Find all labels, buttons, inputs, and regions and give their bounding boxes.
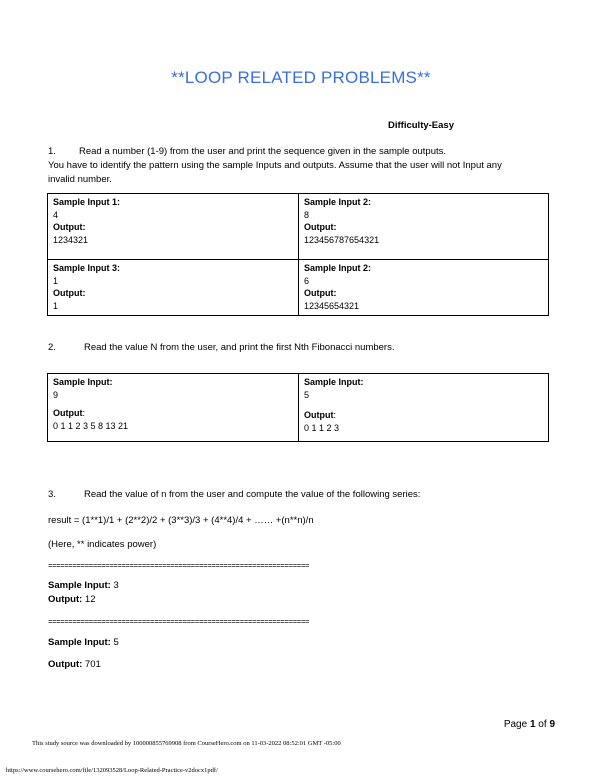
sample-input-label: Sample Input:	[53, 377, 113, 387]
output-value: 123456787654321	[304, 234, 380, 245]
sample-cell	[48, 194, 299, 260]
question-text-line2: You have to identify the pattern using the sample Inputs and outputs. Assume that the user will not Input any	[48, 160, 502, 171]
sample-1-output	[48, 594, 96, 605]
power-note: (Here, ** indicates power)	[48, 539, 157, 550]
sample-input-value: 8	[304, 209, 310, 220]
page-total: 9	[549, 719, 555, 730]
output-value: 12345654321	[304, 300, 360, 311]
output-label: Output:	[304, 222, 337, 232]
sample-input-label: Sample Input:	[304, 377, 364, 387]
table-row	[48, 374, 549, 442]
sample-input-value: 6	[304, 275, 310, 286]
question-text-line1: Read a number (1-9) from the user and print the sequence given in the sample outputs.	[79, 146, 447, 157]
sample-input-label: Sample Input 2:	[304, 263, 372, 273]
output-label: Output	[53, 408, 83, 418]
output-value: 0 1 1 2 3 5 8 13 21	[53, 420, 129, 431]
sample-input-value: 4	[53, 209, 59, 220]
page-title: **LOOP RELATED PROBLEMS**	[171, 68, 431, 87]
sample-1-input	[48, 580, 119, 591]
output-label: Output:	[304, 288, 337, 298]
sample-input-label: Sample Input 3:	[53, 263, 121, 273]
sample-input-label: Sample Input 1:	[53, 197, 121, 207]
sample-cell	[299, 194, 549, 260]
separator-line: ================================================================	[48, 617, 310, 626]
sample-cell	[48, 374, 299, 442]
output-value: 1234321	[53, 234, 89, 245]
sample-input-value: 5	[110, 637, 119, 648]
sample-input-value: 3	[110, 580, 119, 591]
sample-cell	[299, 374, 549, 442]
page-of: of	[535, 719, 550, 730]
sample-cell	[299, 260, 549, 316]
sample-cell	[48, 260, 299, 316]
output-label: Output	[304, 410, 334, 420]
page-prefix: Page	[503, 719, 530, 730]
q2-samples-table	[47, 373, 549, 442]
sample-input-label: Sample Input 2:	[304, 197, 372, 207]
table-row	[48, 194, 549, 260]
sample-input-value: 5	[304, 389, 310, 400]
output-label: Output:	[48, 659, 83, 670]
sample-input-label: Sample Input:	[48, 637, 111, 648]
output-label: Output:	[53, 288, 86, 298]
source-url: https://www.coursehero.com/file/132093528/Loop-Related-Practice-v2docx1pdf/	[6, 767, 218, 774]
question-number: 1.	[48, 146, 56, 157]
sample-input-value: 1	[53, 275, 59, 286]
question-text: Read the value N from the user, and print the first Nth Fibonacci numbers.	[84, 342, 395, 353]
output-colon: :	[82, 408, 86, 418]
series-formula: result = (1**1)/1 + (2**2)/2 + (3**3)/3 + (4**4)/4 + …… +(n**n)/n	[48, 515, 314, 526]
sample-2-output	[48, 659, 101, 670]
table-row	[48, 260, 549, 316]
question-number: 3.	[48, 489, 56, 500]
sample-input-label: Sample Input:	[48, 580, 111, 591]
question-text-line3: invalid number.	[48, 174, 112, 185]
question-text: Read the value of n from the user and compute the value of the following series:	[84, 489, 421, 500]
output-label: Output:	[48, 594, 83, 605]
sample-input-value: 9	[53, 389, 59, 400]
page-number	[504, 719, 555, 730]
q1-samples-table	[47, 193, 549, 316]
download-source-note: This study source was downloaded by 100000855769908 from CourseHero.com on 11-03-2022 08:52:01 GMT -05:00	[32, 740, 341, 747]
output-value: 701	[82, 659, 101, 670]
output-value: 0 1 1 2 3	[304, 422, 340, 433]
output-value: 12	[82, 594, 96, 605]
question-number: 2.	[48, 342, 56, 353]
page-current: 1	[529, 719, 536, 730]
output-label: Output:	[53, 222, 86, 232]
difficulty-heading: Difficulty-Easy	[388, 120, 454, 131]
output-colon: :	[333, 410, 337, 420]
sample-2-input	[48, 637, 119, 648]
output-value: 1	[53, 300, 59, 311]
separator-line: ================================================================	[48, 561, 310, 570]
